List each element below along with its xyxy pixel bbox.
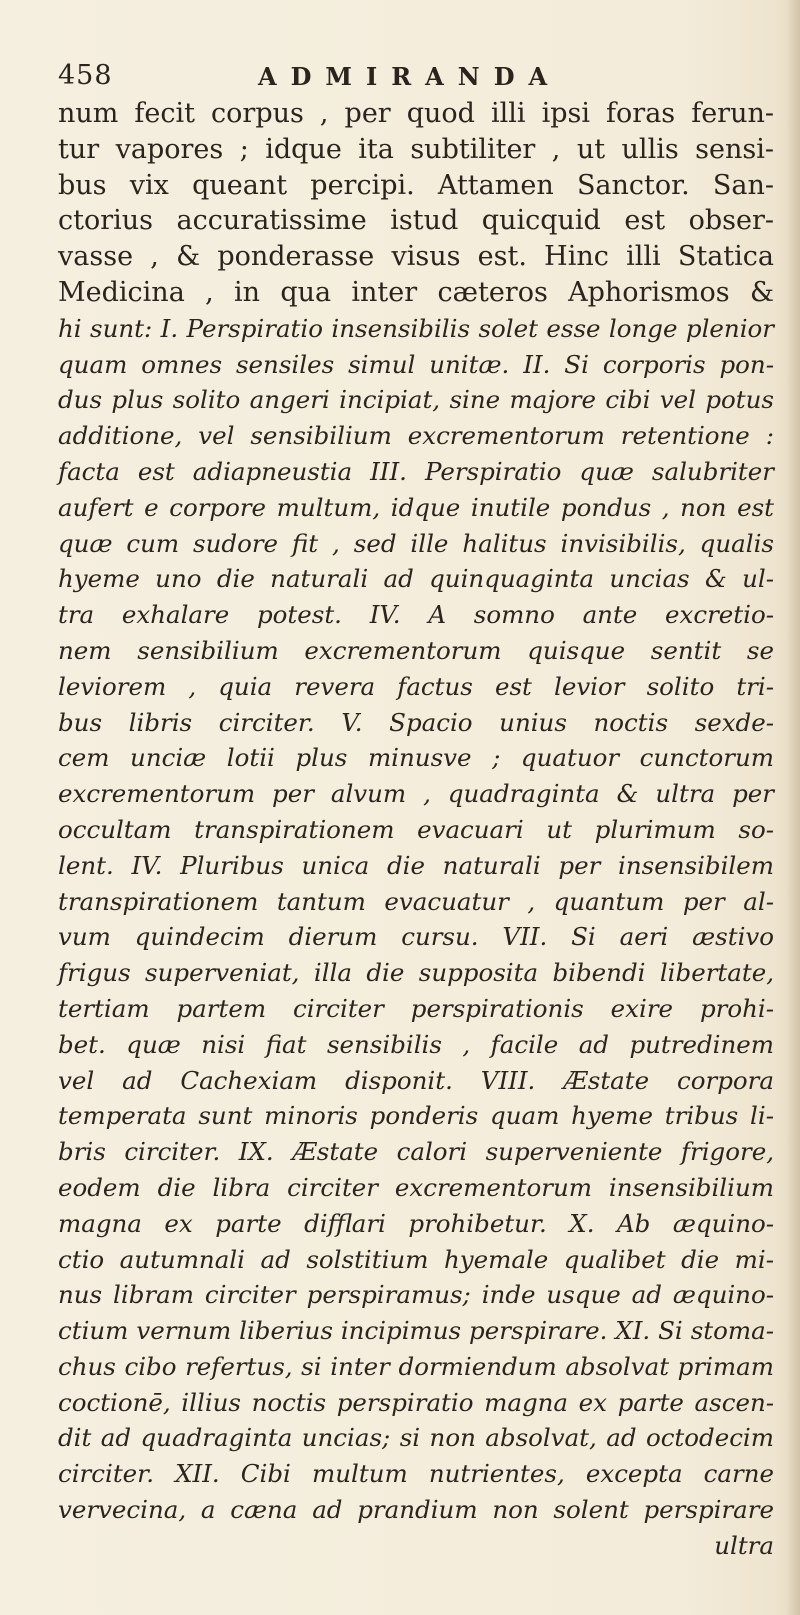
text-line: nus libram circiter perspiramus; inde usque ad æquino- [58,1280,774,1310]
text-line: ctorius accuratissime istud quicquid est obser- [58,205,774,237]
text-line: eodem die libra circiter excrementorum insensibilium [58,1172,774,1202]
text-line: ctium vernum liberius incipimus perspirare. XI. Si stoma- [58,1316,774,1346]
text-line: vervecina, a cæna ad prandium non solent perspirare [58,1495,774,1525]
text-line: circiter. XII. Cibi multum nutrientes, excepta carne [58,1459,774,1489]
text-line: leviorem , quia revera factus est levior solito tri- [58,671,774,701]
text-line: bet. quæ nisi fiat sensibilis , facile ad putredinem [58,1029,774,1059]
text-line: tertiam partem circiter perspirationis exire prohi- [58,993,774,1023]
catchword: ultra [714,1530,774,1560]
text-line: chus cibo refertus, si inter dormiendum absolvat primam [58,1351,774,1381]
text-line: lent. IV. Pluribus unica die naturali per insensibilem [58,850,774,880]
text-line: transpirationem tantum evacuatur , quantum per al- [58,886,774,916]
text-line: excrementorum per alvum , quadraginta & ultra per [58,779,774,809]
text-line: nem sensibilium excrementorum quisque sentit se [58,635,774,665]
text-line: temperata sunt minoris ponderis quam hyeme tribus li- [58,1101,774,1131]
text-line: magna ex parte difflari prohibetur. X. Ab æquino- [58,1208,774,1238]
text-line: frigus superveniat, illa die supposita bibendi libertate, [58,958,774,988]
text-line: quæ cum sudore fit , sed ille halitus invisibilis, qualis [58,528,774,558]
page-number: 458 [58,60,113,91]
text-line: hyeme uno die naturali ad quinquaginta uncias & ul- [58,564,774,594]
text-line: vasse , & ponderasse visus est. Hinc illi Statica [58,241,774,273]
text-line: Medicina , in qua inter cæteros Aphorismos & [58,276,774,308]
text-line: aufert e corpore multum, idque inutile pondus , non est [58,492,774,522]
text-line: vel ad Cachexiam disponit. VIII. Æstate corpora [58,1065,774,1095]
text-line: hi sunt: I. Perspiratio insensibilis solet esse longe plenior [58,313,774,343]
text-line: coctionē, illius noctis perspiratio magna ex parte ascen- [58,1387,774,1417]
text-line: additione, vel sensibilium excrementorum retentione : [58,421,774,451]
text-line: dus plus solito angeri incipiat, sine majore cibi vel potus [58,385,774,415]
text-line: cem unciæ lotii plus minusve ; quatuor cunctorum [58,743,774,773]
text-line: quam omnes sensiles simul unitæ. II. Si corporis pon- [58,349,774,379]
text-line: bus libris circiter. V. Spacio unius noctis sexde- [58,707,774,737]
running-title: ADMIRANDA [258,62,562,91]
text-line: num fecit corpus , per quod illi ipsi foras ferun- [58,98,774,129]
text-line: ctio autumnali ad solstitium hyemale qualibet die mi- [58,1244,774,1274]
page-edge-shadow [786,0,800,1615]
text-line: tra exhalare potest. IV. A somno ante excretio- [58,600,774,630]
text-line: dit ad quadraginta uncias; si non absolvat, ad octodecim [58,1423,774,1453]
body-text [58,96,774,1564]
text-line: bris circiter. IX. Æstate calori superveniente frigore, [58,1137,774,1167]
text-line: vum quindecim dierum cursu. VII. Si aeri æstivo [58,922,774,952]
text-line: occultam transpirationem evacuari ut plurimum so- [58,814,774,844]
text-line: facta est adiapneustia III. Perspiratio quæ salubriter [58,456,774,486]
page-header [58,60,738,96]
text-line: tur vapores ; idque ita subtiliter , ut ullis sensi- [58,133,774,165]
text-line: bus vix queant percipi. Attamen Sanctor. San- [58,169,774,201]
